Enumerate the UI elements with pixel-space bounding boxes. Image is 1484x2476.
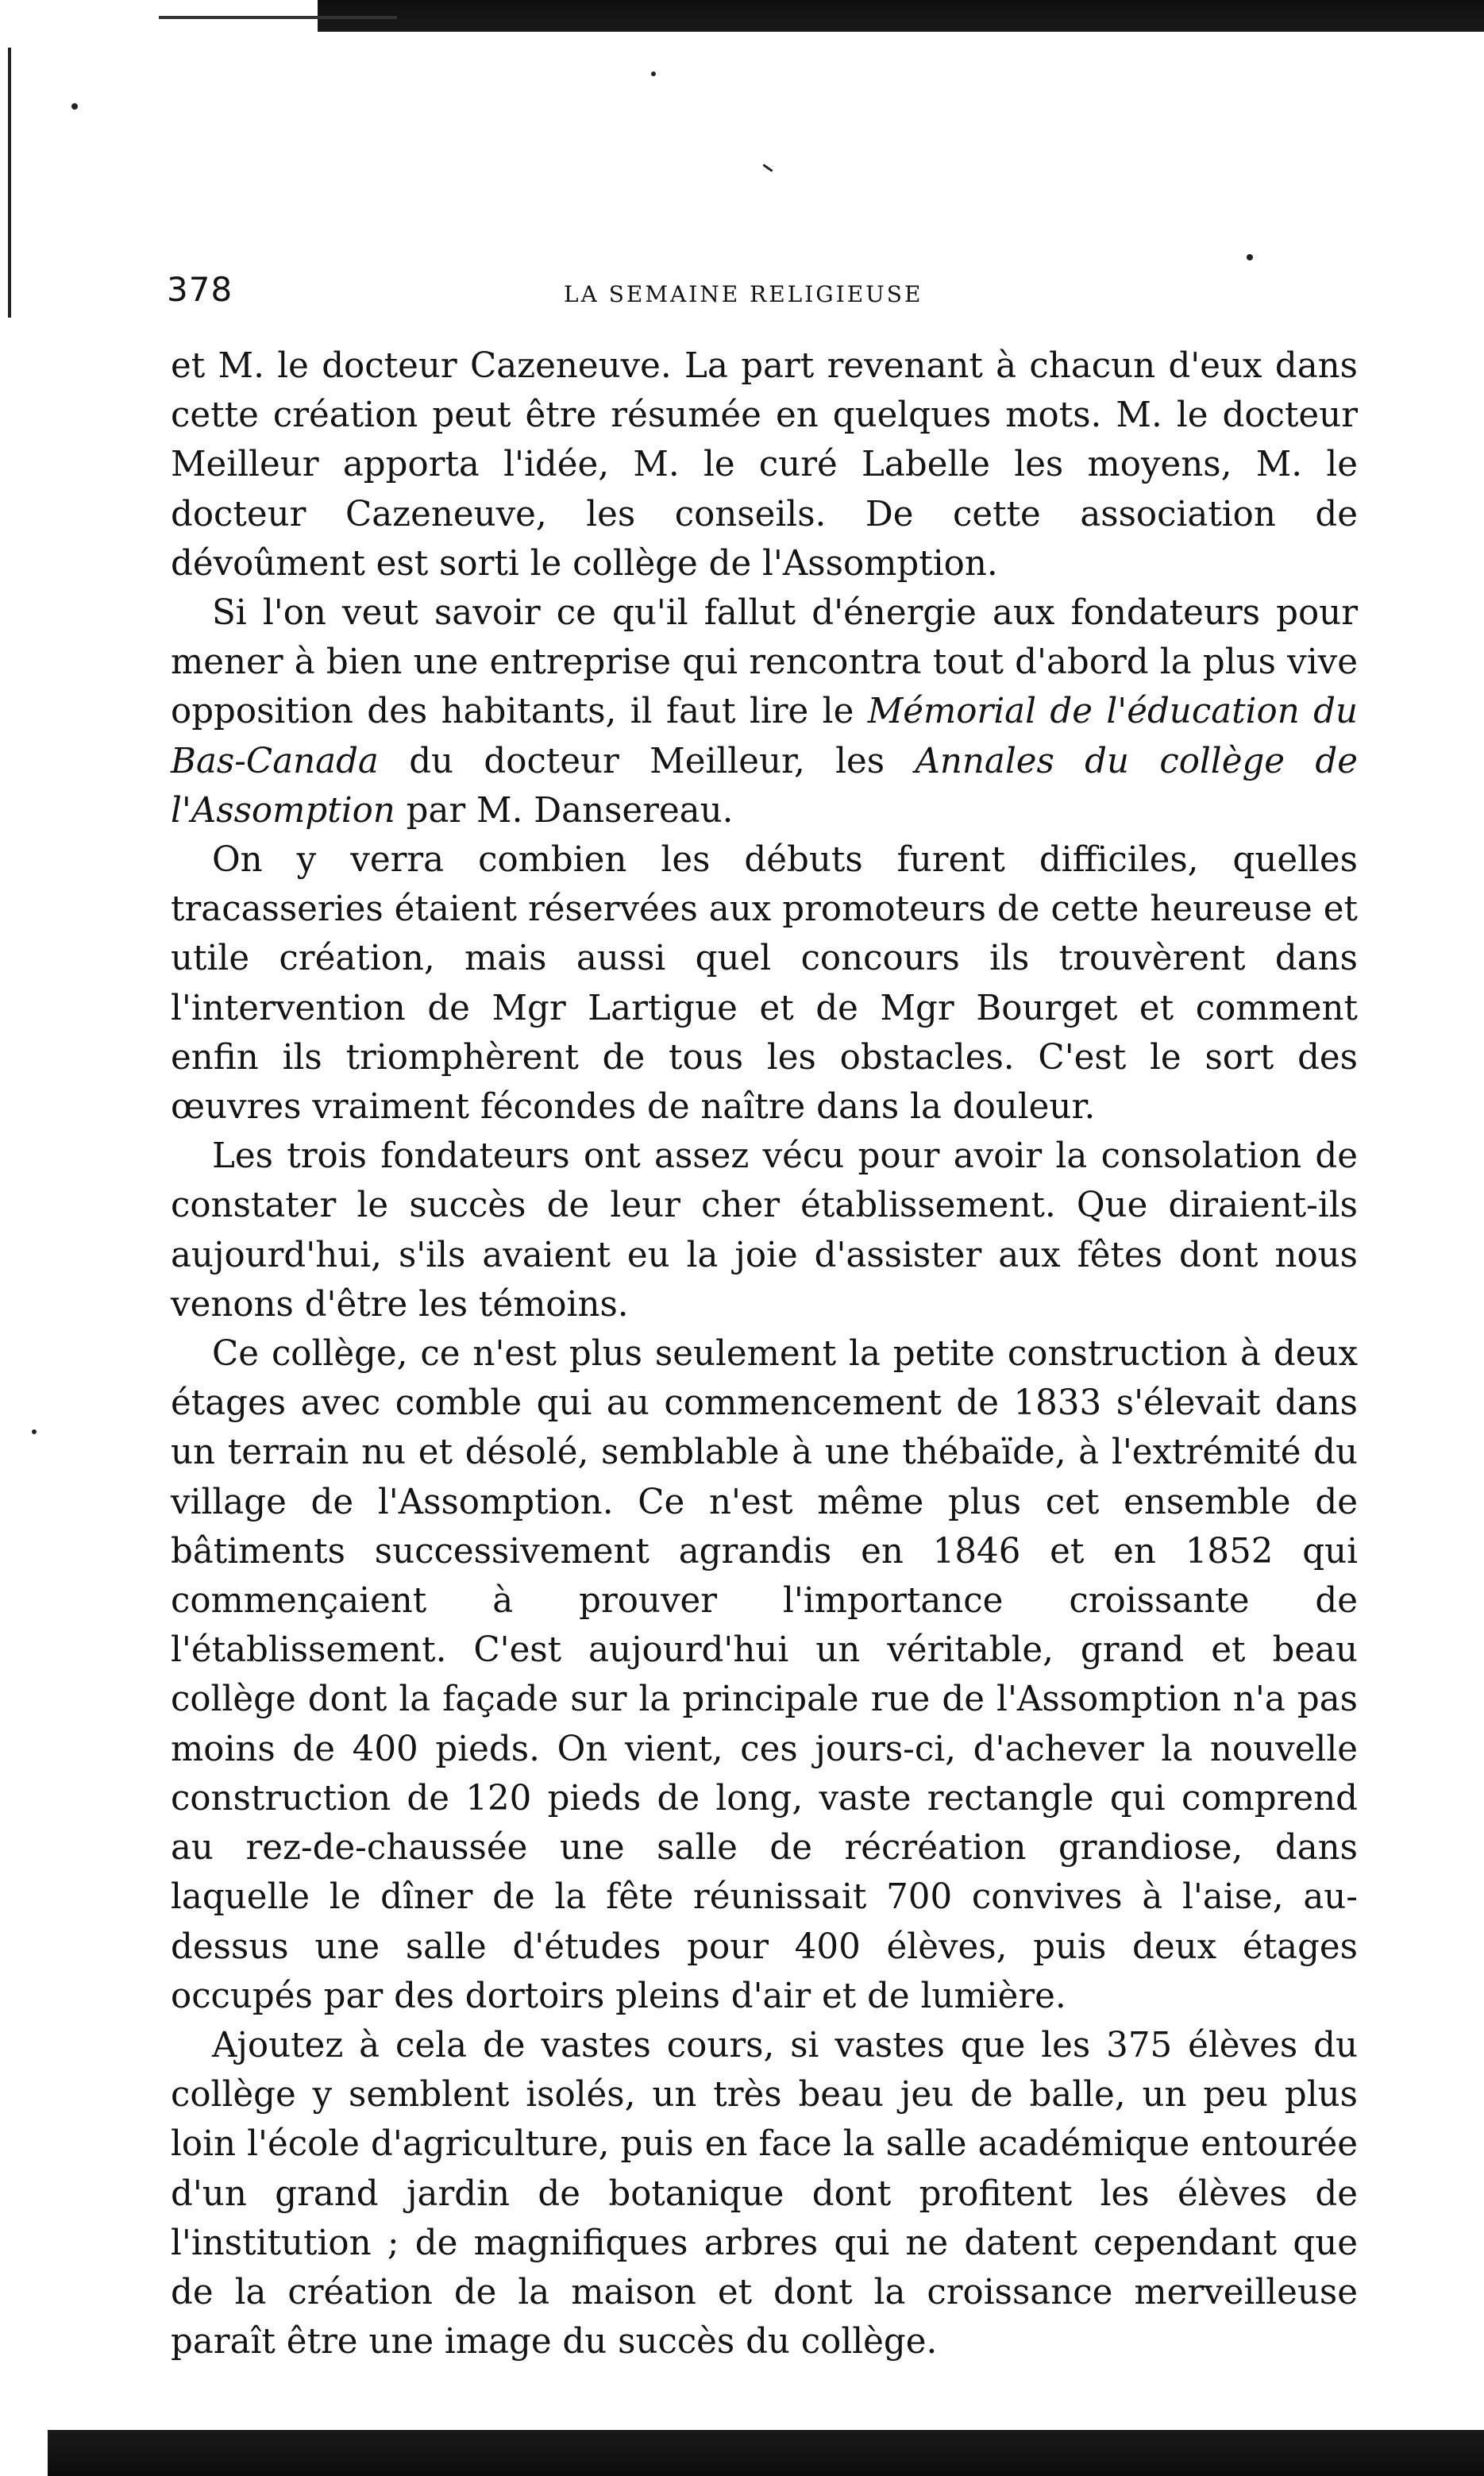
- text-run: du docteur Meilleur, les: [378, 741, 915, 781]
- text-run: On y verra combien les débuts furent difficiles, quelles tracasseries étaient réservées aux promoteurs de cette heureuse et utile création, mais aussi quel concours ils trouvèrent dans l'intervention de Mgr Lartigue et de Mgr Bourget et comment enfin ils triomphèrent de tous les obstacles. C'est le sort des œuvres vraiment fécondes de naître dans la douleur.: [171, 840, 1358, 1128]
- italic-title: Mémorial de l'éducation du Bas-Canada: [171, 692, 1358, 781]
- text-run: par M. Dansereau.: [395, 790, 734, 831]
- paragraph: [171, 588, 1358, 835]
- scan-border-top: [318, 0, 1484, 32]
- paragraph: [171, 1329, 1358, 2021]
- scan-speck: [762, 164, 773, 172]
- scan-speck: [1247, 254, 1253, 260]
- paragraph: [171, 341, 1358, 588]
- paragraph: [171, 835, 1358, 1132]
- paragraph: [171, 1132, 1358, 1329]
- body-text: [171, 341, 1358, 2366]
- scan-border-top-thin: [159, 16, 397, 19]
- paragraph: [171, 2021, 1358, 2366]
- scan-speck: [32, 1429, 37, 1434]
- running-head: LA SEMAINE RELIGIEUSE: [564, 281, 923, 307]
- scan-speck: [651, 71, 656, 76]
- text-run: et M. le docteur Cazeneuve. La part revenant à chacun d'eux dans cette création peut être résumée en quelques mots. M. le docteur Meilleur apporta l'idée, M. le curé Labelle les moyens, M. le docteur Cazeneuve, les conseils. De cette association de dévoûment est sorti le collège de l'Assomption.: [171, 346, 1358, 584]
- italic-title: Annales du collège de l'Assomption: [171, 741, 1358, 831]
- page-number: 378: [167, 270, 233, 309]
- scan-border-bottom: [48, 2430, 1484, 2476]
- text-run: Ce collège, ce n'est plus seulement la petite construction à deux étages avec comble qui au commencement de 1833 s'élevait dans un terrain nu et désolé, semblable à une thébaïde, à l'extrémité du village de l'Assomption. Ce n'est même plus cet ensemble de bâtiments successivement agrandis en 1846 et en 1852 qui commençaient à prouver l'importance croissante de l'établissement. C'est aujourd'hui un véritable, grand et beau collège dont la façade sur la principale rue de l'Assomption n'a pas moins de 400 pieds. On vient, ces jours-ci, d'achever la nouvelle construction de 120 pieds de long, vaste rectangle qui comprend au rez-de-chaussée une salle de récréation grandiose, dans laquelle le dîner de la fête réunissait 700 convives à l'aise, au-dessus une salle d'études pour 400 élèves, puis deux étages occupés par des dortoirs pleins d'air et de lumière.: [171, 1334, 1358, 2016]
- page-header: [167, 270, 1358, 318]
- text-run: Ajoutez à cela de vastes cours, si vastes que les 375 élèves du collège y semblent isolés, un très beau jeu de balle, un peu plus loin l'école d'agriculture, puis en face la salle académique entourée d'un grand jardin de botanique dont profitent les élèves de l'institution ; de magnifiques arbres qui ne datent cependant que de la création de la maison et dont la croissance merveilleuse paraît être une image du succès du collège.: [171, 2025, 1358, 2362]
- text-run: Si l'on veut savoir ce qu'il fallut d'énergie aux fondateurs pour mener à bien une entreprise qui rencontra tout d'abord la plus vive opposition des habitants, il faut lire le: [171, 593, 1358, 732]
- scan-speck: [71, 103, 78, 110]
- scan-border-left: [8, 48, 11, 318]
- text-run: Les trois fondateurs ont assez vécu pour avoir la consolation de constater le succès de leur cher établissement. Que diraient-ils aujourd'hui, s'ils avaient eu la joie d'assister aux fêtes dont nous venons d'être les témoins.: [171, 1136, 1358, 1325]
